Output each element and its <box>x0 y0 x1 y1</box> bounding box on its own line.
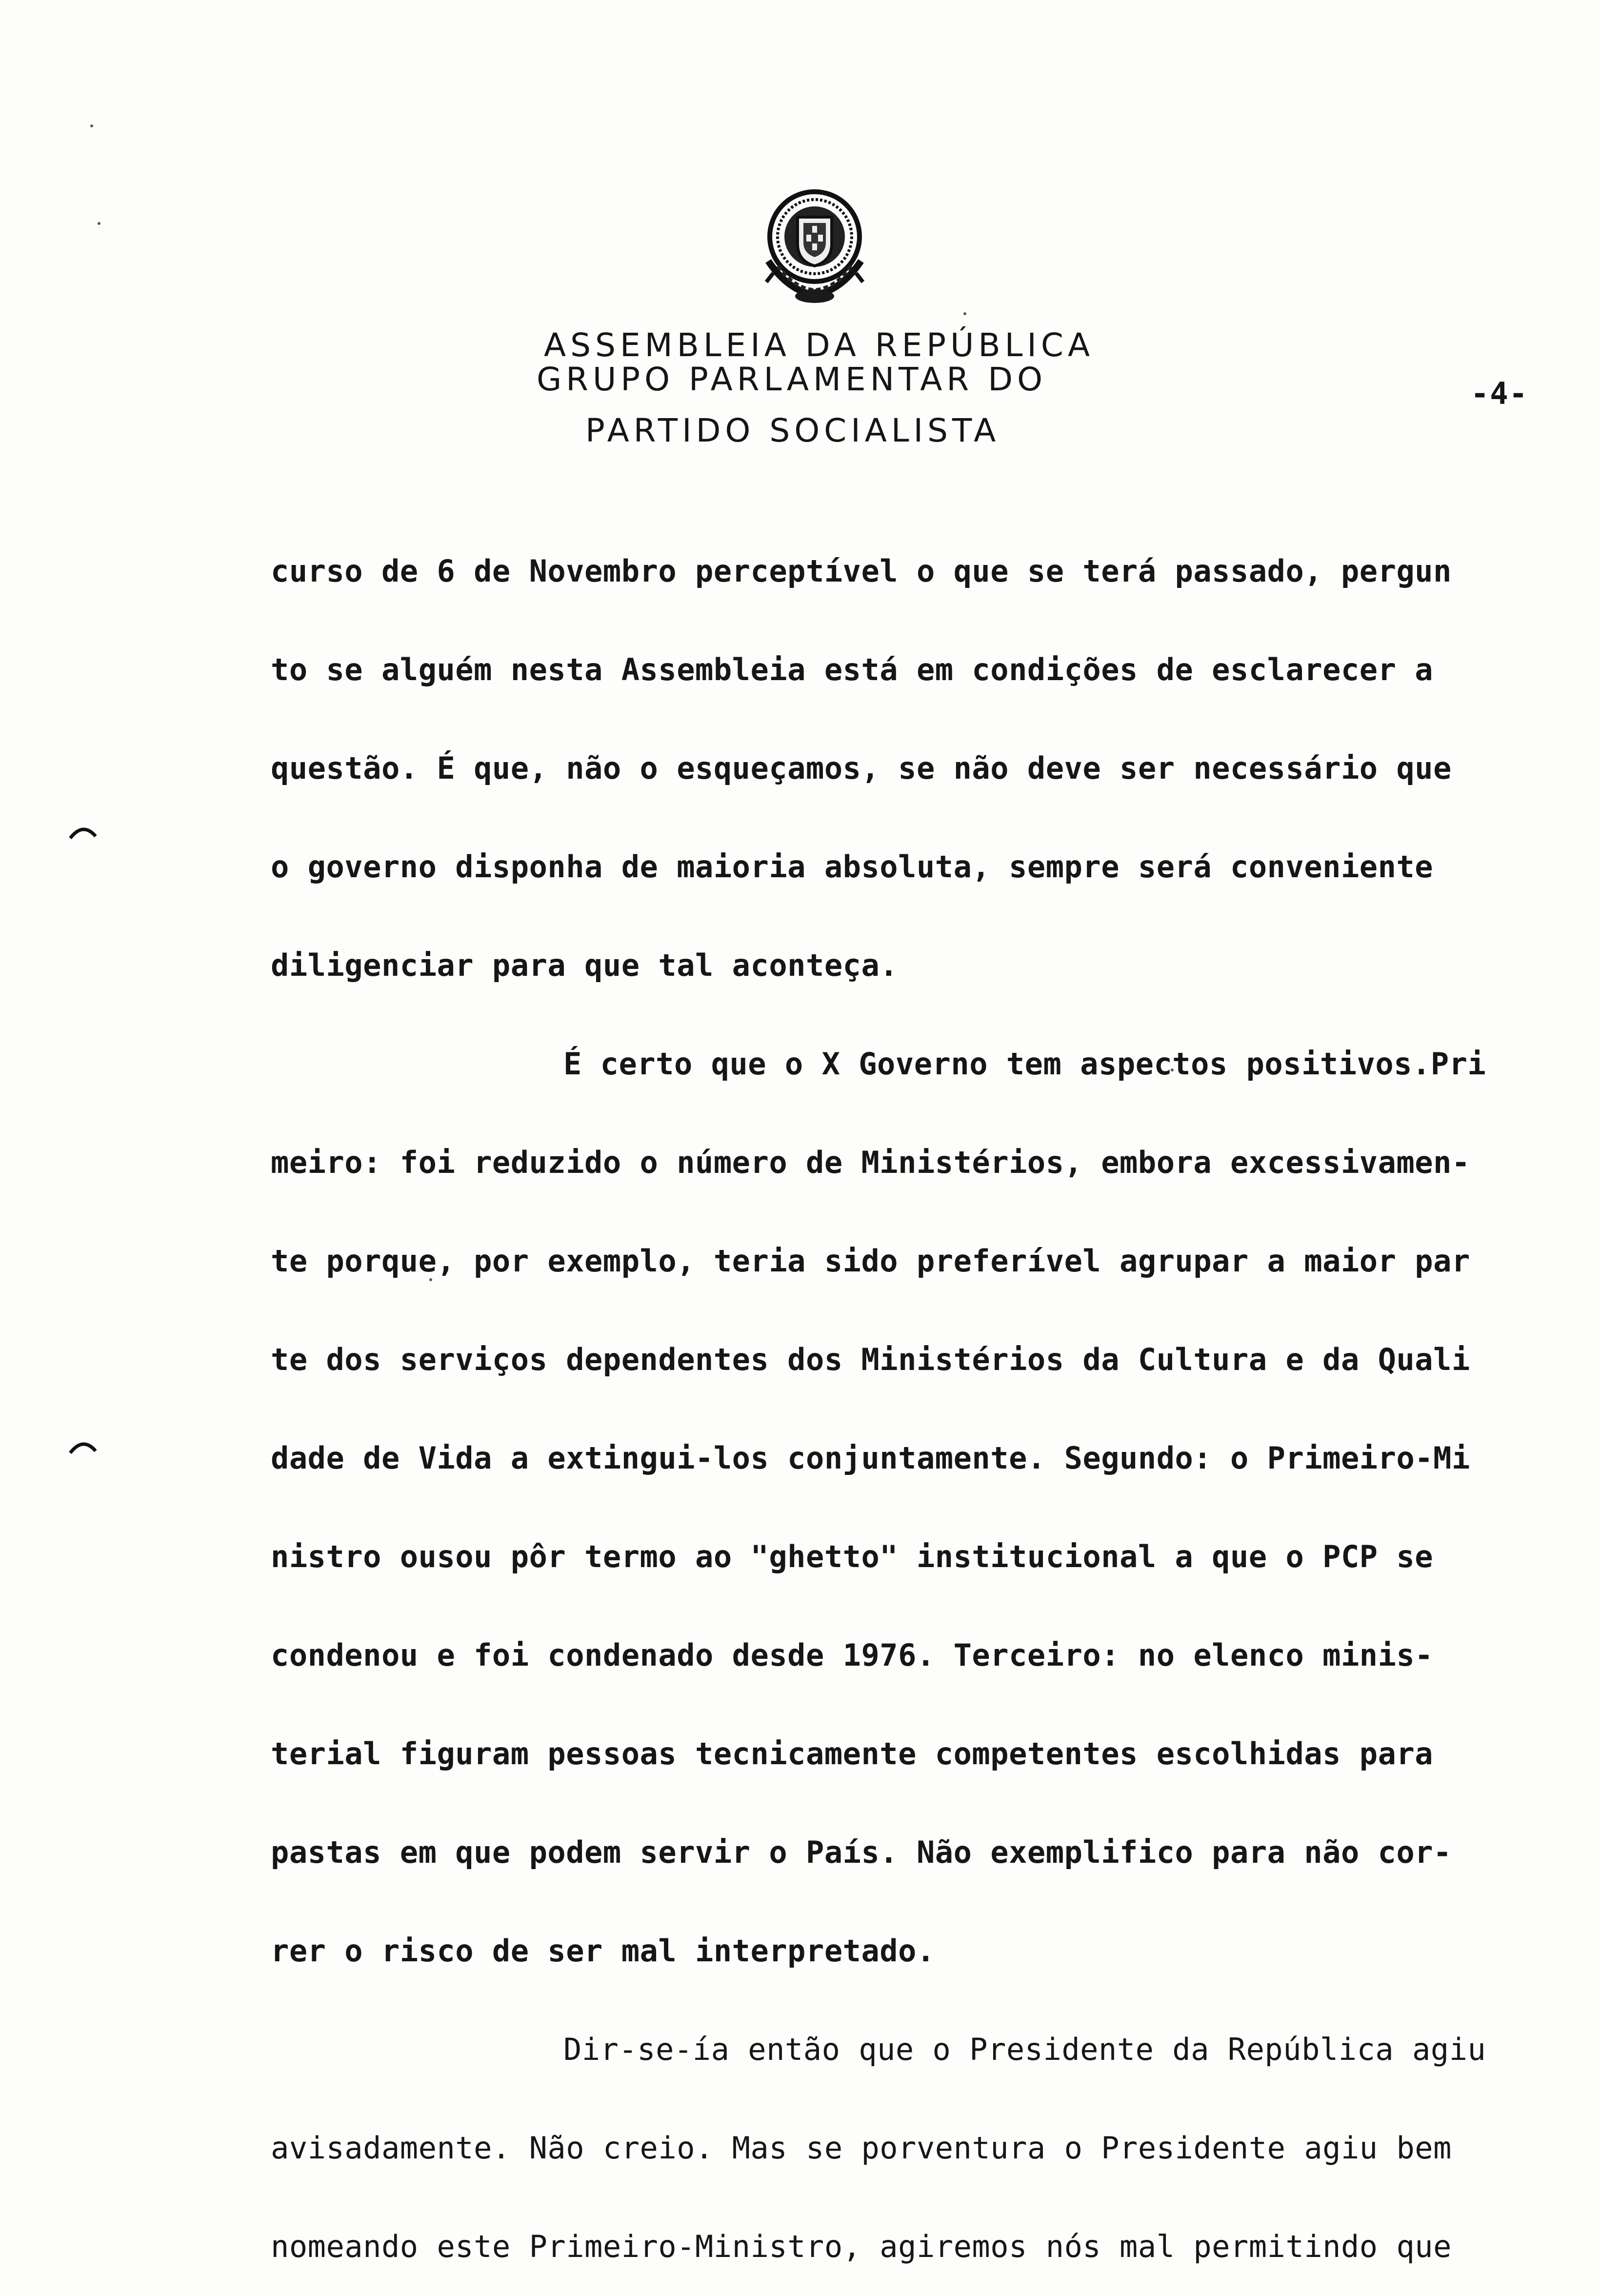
margin-punch-mark <box>68 1439 98 1454</box>
text-line: meiro: foi reduzido o número de Ministérios, embora excessivamen- <box>271 1145 1470 1180</box>
paragraph-3 <box>271 2000 1549 2296</box>
text-line: te dos serviços dependentes dos Ministérios da Cultura e da Quali <box>271 1342 1470 1377</box>
text-line: terial figuram pessoas tecnicamente competentes escolhidas para <box>271 1736 1434 1772</box>
text-line: avisadamente. Não creio. Mas se porventura o Presidente agiu bem <box>271 2130 1452 2166</box>
letterhead-assembly: ASSEMBLEIA DA REPÚBLICA <box>544 326 1095 364</box>
paragraph-2 <box>271 1015 1549 2000</box>
letterhead-party: PARTIDO SOCIALISTA <box>585 412 1000 449</box>
text-line: Dir-se-ía então que o Presidente da República agiu <box>563 2032 1486 2067</box>
text-line: pastas em que podem servir o País. Não exemplifico para não cor- <box>271 1834 1452 1870</box>
margin-punch-mark <box>68 825 98 839</box>
text-line: dade de Vida a extingui-los conjuntamente. Segundo: o Primeiro-Mi <box>271 1440 1470 1476</box>
document-body <box>271 522 1549 2296</box>
letterhead-group: GRUPO PARLAMENTAR DO <box>537 361 1047 398</box>
text-line: condenou e foi condenado desde 1976. Terceiro: no elenco minis- <box>271 1637 1434 1673</box>
text-line: É certo que o X Governo tem aspectos positivos.Pri <box>563 1046 1486 1082</box>
text-line: questão. É que, não o esqueçamos, se não deve ser necessário que <box>271 750 1452 786</box>
paragraph-1 <box>271 522 1549 1015</box>
text-line: nomeando este Primeiro-Ministro, agiremos nós mal permitindo que <box>271 2229 1452 2264</box>
text-line: to se alguém nesta Assembleia está em condições de esclarecer a <box>271 652 1434 687</box>
scan-speck <box>98 222 100 225</box>
text-line: diligenciar para que tal aconteça. <box>271 947 899 983</box>
text-line: o governo disponha de maioria absoluta, sempre será conveniente <box>271 849 1434 885</box>
scan-speck <box>963 312 966 315</box>
text-line: nistro ousou pôr termo ao "ghetto" institucional a que o PCP se <box>271 1539 1434 1574</box>
page-number: -4- <box>1471 376 1528 411</box>
text-line: te porque, por exemplo, teria sido preferível agrupar a maior par <box>271 1243 1470 1279</box>
text-line: rer o risco de ser mal interpretado. <box>271 1933 935 1969</box>
coat-of-arms-emblem <box>763 188 866 305</box>
scan-speck <box>90 124 93 127</box>
text-line: curso de 6 de Novembro perceptível o que se terá passado, pergun <box>271 553 1452 589</box>
